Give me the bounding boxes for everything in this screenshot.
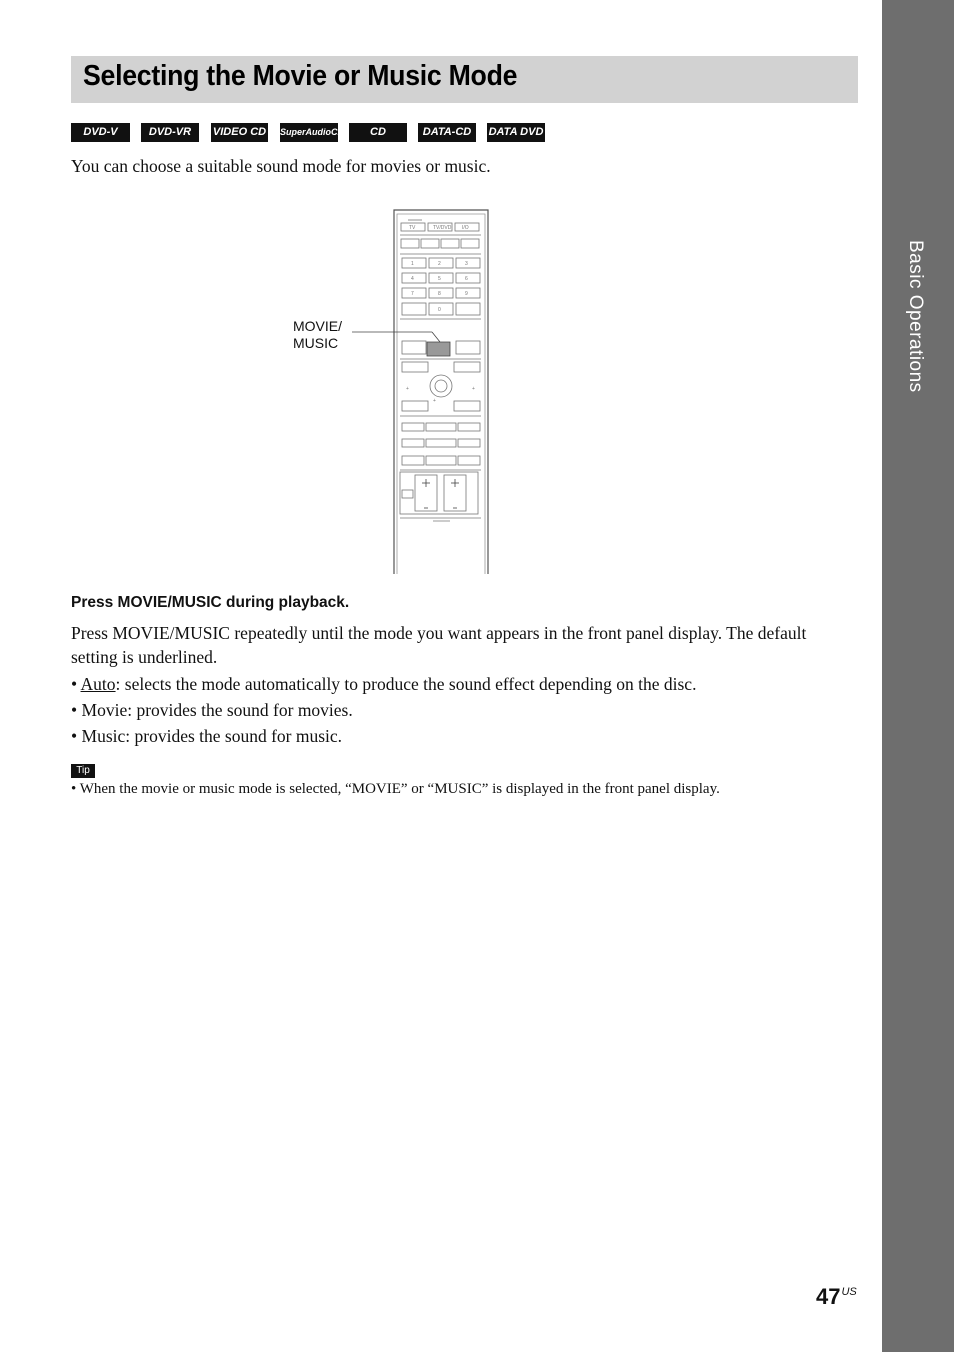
svg-text:+: + — [406, 386, 409, 392]
disc-badge-data-cd: DATA-CD — [418, 123, 476, 142]
svg-text:TV/DVD: TV/DVD — [433, 225, 452, 231]
step-heading: Press MOVIE/MUSIC during playback. — [71, 594, 350, 611]
movie-music-callout — [293, 318, 342, 352]
svg-text:TV: TV — [409, 225, 416, 231]
mode-name-default: Auto — [80, 674, 116, 694]
section-side-tab-label: Basic Operations — [905, 240, 926, 393]
callout-line-1: MOVIE/ — [293, 318, 343, 334]
disc-badge-cd: CD — [349, 123, 407, 142]
remote-control-illustration — [290, 208, 490, 574]
intro-text: You can choose a suitable sound mode for movies or music. — [71, 156, 491, 176]
svg-text:+: + — [472, 386, 475, 392]
svg-text:7: 7 — [411, 291, 414, 297]
disc-badge-dvd-v: DVD-V — [71, 123, 130, 142]
page-number: $47^{US}$ — [816, 1284, 857, 1309]
callout-line-2: MUSIC — [293, 335, 339, 351]
disc-badge-super-audio-cd: SuperAudioCD — [280, 123, 338, 142]
svg-text:5: 5 — [438, 276, 441, 282]
tip-text: • When the movie or music mode is selected, “MOVIE” or “MUSIC” is displayed in the front panel display. — [71, 781, 720, 797]
remote-control-figure — [290, 208, 490, 574]
svg-text:+: + — [433, 398, 436, 404]
svg-text:4: 4 — [411, 276, 414, 282]
page-title: Selecting the Movie or Music Mode — [83, 60, 518, 92]
svg-text:6: 6 — [465, 276, 468, 282]
section-side-tab — [882, 0, 954, 1352]
svg-text:9: 9 — [465, 291, 468, 297]
mode-list — [71, 671, 696, 749]
disc-badge-dvd-vr: DVD-VR — [141, 123, 199, 142]
mode-item-music: • Music: provides the sound for music. — [71, 726, 343, 746]
mode-name: Movie — [81, 700, 128, 720]
mode-item-auto: • Auto: selects the mode automatically to produce the sound effect depending on the disc. — [71, 674, 697, 694]
disc-badge-data-dvd: DATA DVD — [487, 123, 545, 142]
svg-text:0: 0 — [438, 307, 441, 313]
svg-text:8: 8 — [438, 291, 441, 297]
svg-text:I/O: I/O — [462, 225, 469, 231]
disc-badge-video-cd: VIDEO CD — [211, 123, 268, 142]
step-body: Press MOVIE/MUSIC repeatedly until the mode you want appears in the front panel display. The default setting is underlined. — [71, 623, 807, 667]
svg-text:2: 2 — [438, 261, 441, 267]
svg-text:3: 3 — [465, 261, 468, 267]
svg-text:1: 1 — [411, 261, 414, 267]
tip-badge: Tip — [71, 764, 95, 778]
title-bar — [71, 56, 858, 103]
page-number-suffix: US — [841, 1286, 857, 1298]
mode-item-movie: • Movie: provides the sound for movies. — [71, 700, 353, 720]
mode-name: Music — [81, 726, 126, 746]
